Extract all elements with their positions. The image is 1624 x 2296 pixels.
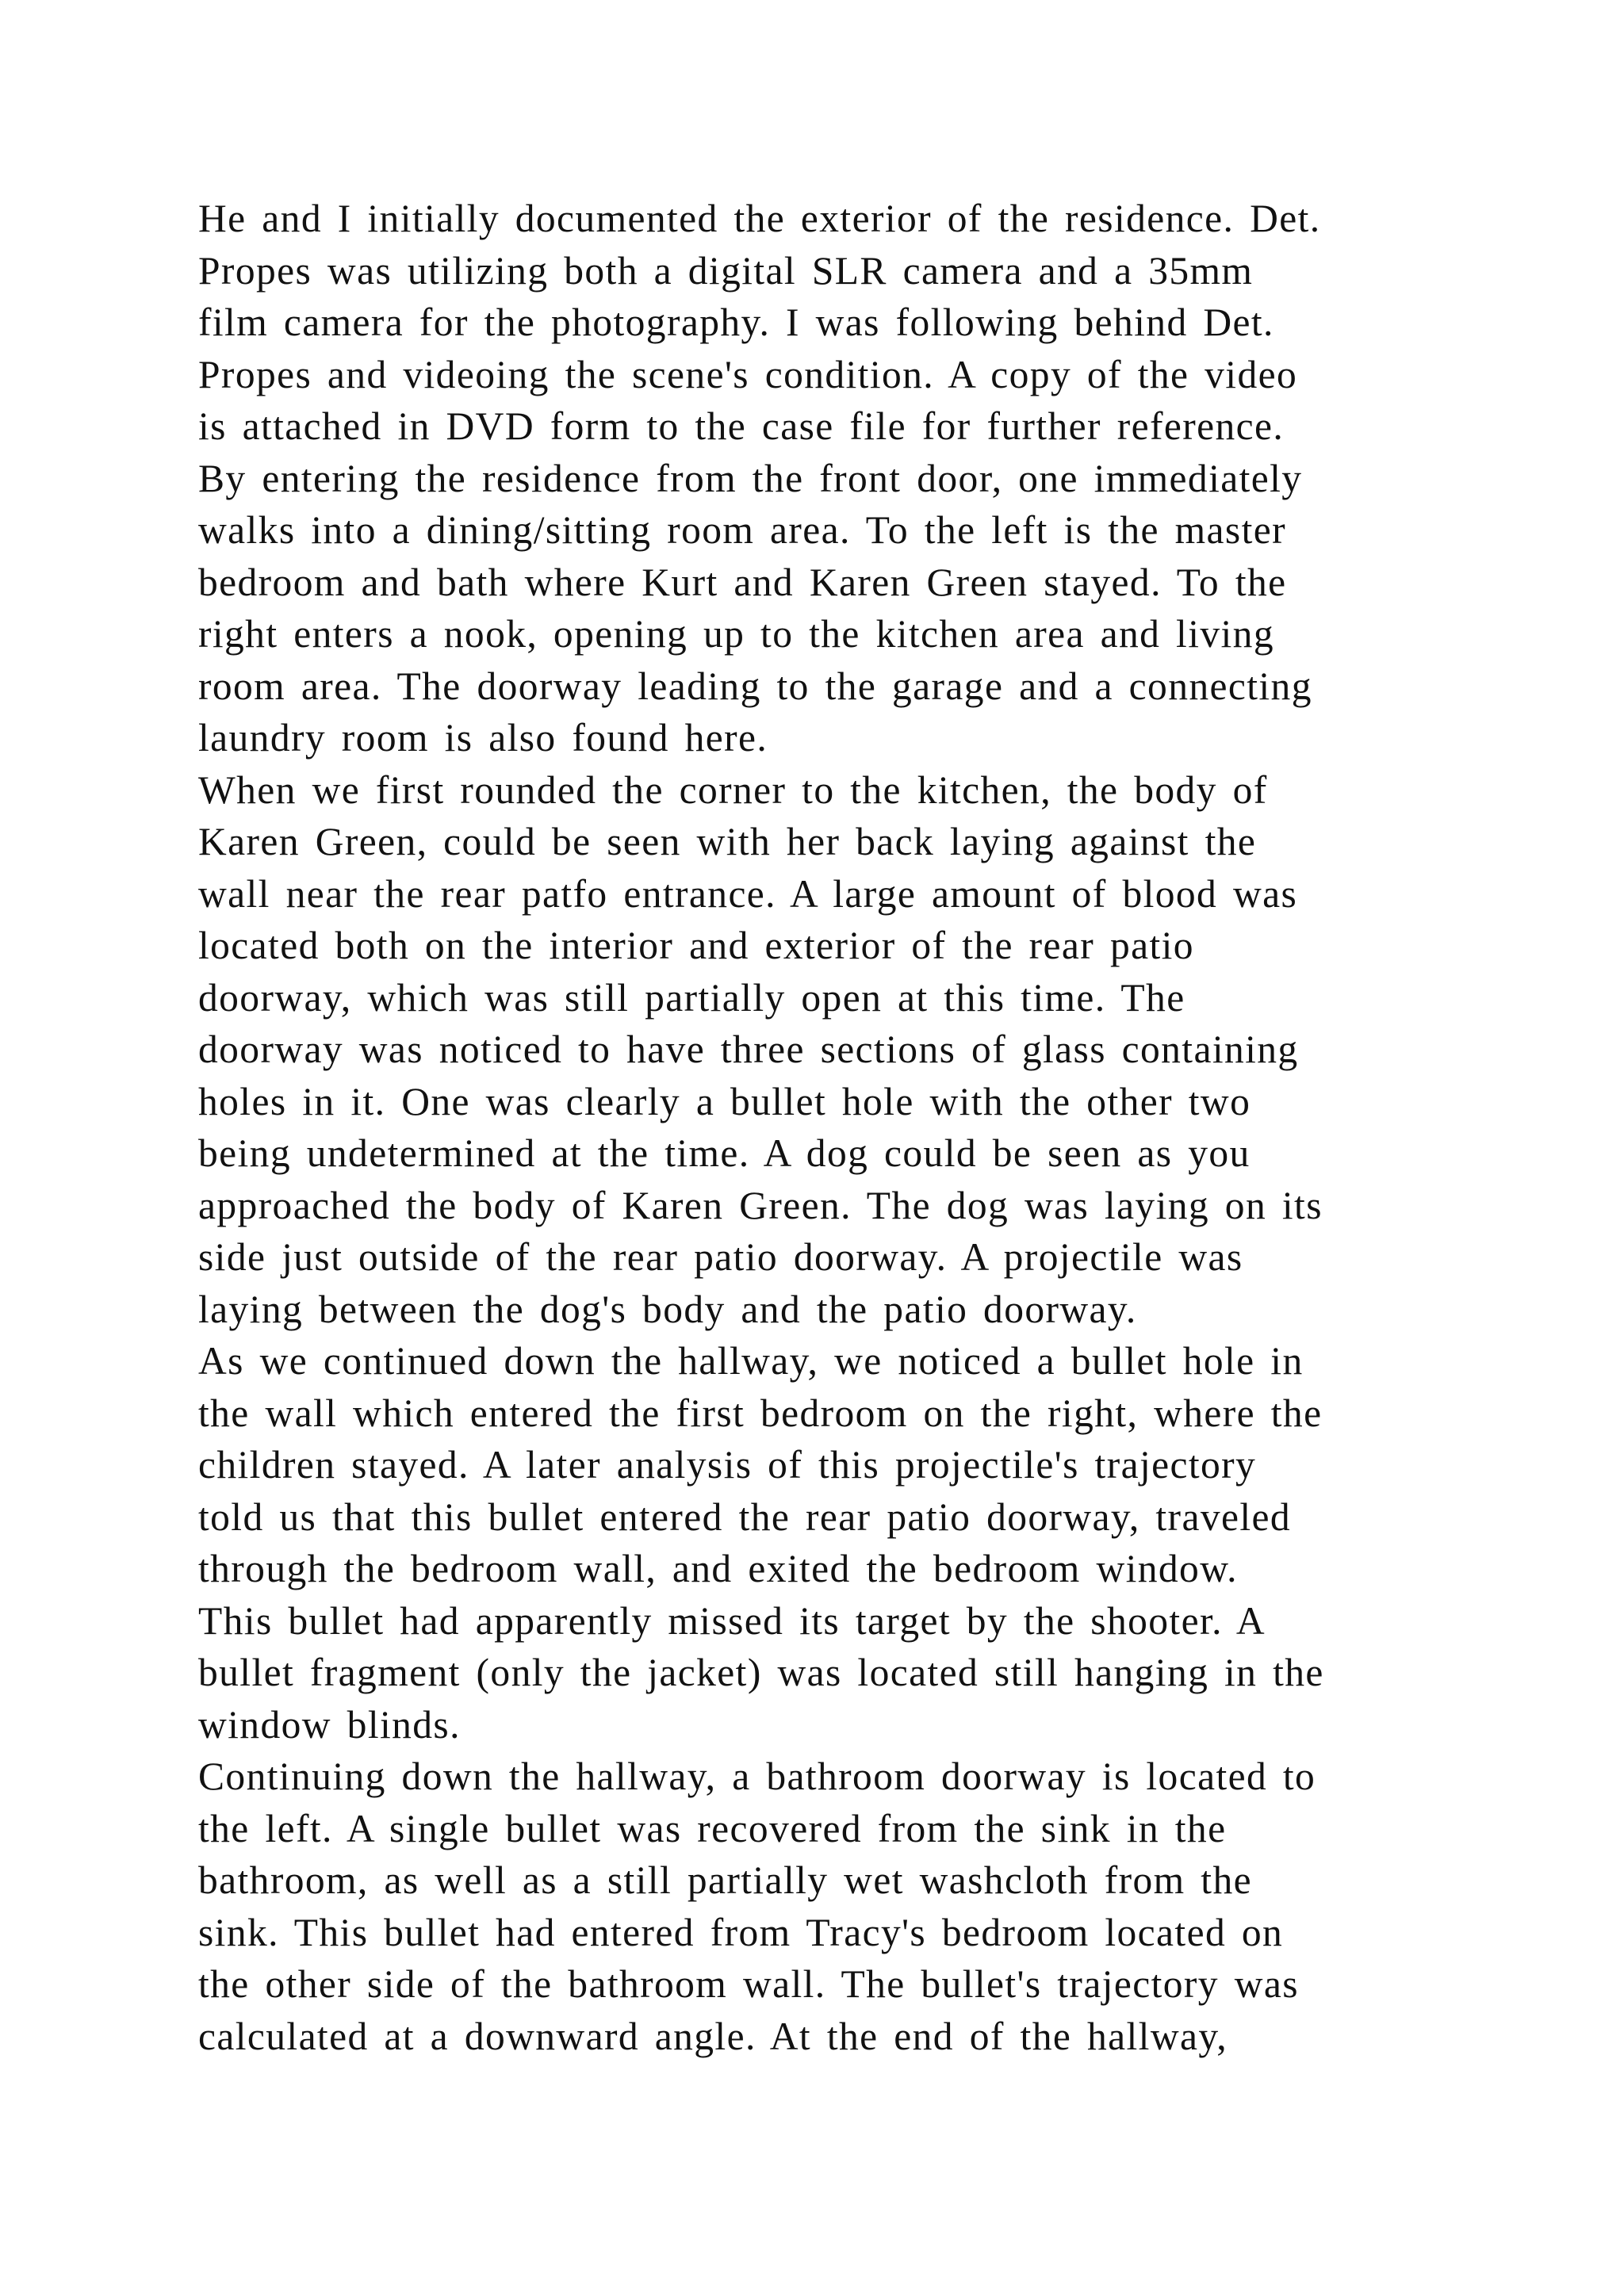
body-text [198, 193, 1435, 2062]
text-line: told us that this bullet entered the rear patio doorway, traveled [198, 1494, 1292, 1539]
text-line: This bullet had apparently missed its target by the shooter. A [198, 1598, 1266, 1643]
text-line: calculated at a downward angle. At the end of the hallway, [198, 2014, 1228, 2058]
text-line: doorway was noticed to have three sections of glass containing [198, 1027, 1299, 1071]
text-line: Karen Green, could be seen with her back laying against the [198, 820, 1257, 863]
text-line: children stayed. A later analysis of this projectile's trajectory [198, 1443, 1257, 1487]
text-line: Propes was utilizing both a digital SLR camera and a 35mm [198, 248, 1254, 293]
text-line: bathroom, as well as a still partially wet washcloth from the [198, 1858, 1252, 1902]
text-line: the other side of the bathroom wall. The bullet's trajectory was [198, 1962, 1299, 2006]
text-line: the wall which entered the first bedroom on the right, where the [198, 1391, 1323, 1435]
text-line: By entering the residence from the front door, one immediately [198, 456, 1303, 500]
text-line: Continuing down the hallway, a bathroom doorway is located to [198, 1755, 1316, 1798]
text-line: walks into a dining/sitting room area. To the left is the master [198, 508, 1286, 552]
text-line: laying between the dog's body and the patio doorway. [198, 1287, 1137, 1331]
text-line: As we continued down the hallway, we noticed a bullet hole in [198, 1339, 1304, 1383]
text-line: bullet fragment (only the jacket) was located still hanging in the [198, 1651, 1324, 1694]
text-line: sink. This bullet had entered from Tracy's bedroom located on [198, 1910, 1284, 1954]
text-line: being undetermined at the time. A dog could be seen as you [198, 1131, 1251, 1175]
text-line: located both on the interior and exterior of the rear patio [198, 924, 1194, 967]
text-line: right enters a nook, opening up to the kitchen area and living [198, 612, 1274, 656]
text-line: When we first rounded the corner to the kitchen, the body of [198, 767, 1268, 812]
text-line: approached the body of Karen Green. The dog was laying on its [198, 1183, 1323, 1227]
text-line: room area. The doorway leading to the garage and a connecting [198, 664, 1312, 708]
text-line: holes in it. One was clearly a bullet hole with the other two [198, 1079, 1251, 1123]
text-line: the left. A single bullet was recovered from the sink in the [198, 1806, 1227, 1850]
text-line: through the bedroom wall, and exited the bedroom window. [198, 1547, 1238, 1590]
text-line: bedroom and bath where Kurt and Karen Green stayed. To the [198, 560, 1287, 604]
text-line: is attached in DVD form to the case file for further reference. [198, 404, 1285, 448]
text-line: He and I initially documented the exterior of the residence. Det. [198, 197, 1321, 240]
text-line: wall near the rear patfo entrance. A large amount of blood was [198, 871, 1298, 916]
text-line: Propes and videoing the scene's condition. A copy of the video [198, 352, 1298, 396]
text-line: doorway, which was still partially open at this time. The [198, 975, 1185, 1020]
text-line: window blinds. [198, 1702, 461, 1747]
text-line: laundry room is also found here. [198, 716, 768, 760]
text-line: side just outside of the rear patio doorway. A projectile was [198, 1235, 1243, 1279]
text-line: film camera for the photography. I was following behind Det. [198, 300, 1274, 344]
